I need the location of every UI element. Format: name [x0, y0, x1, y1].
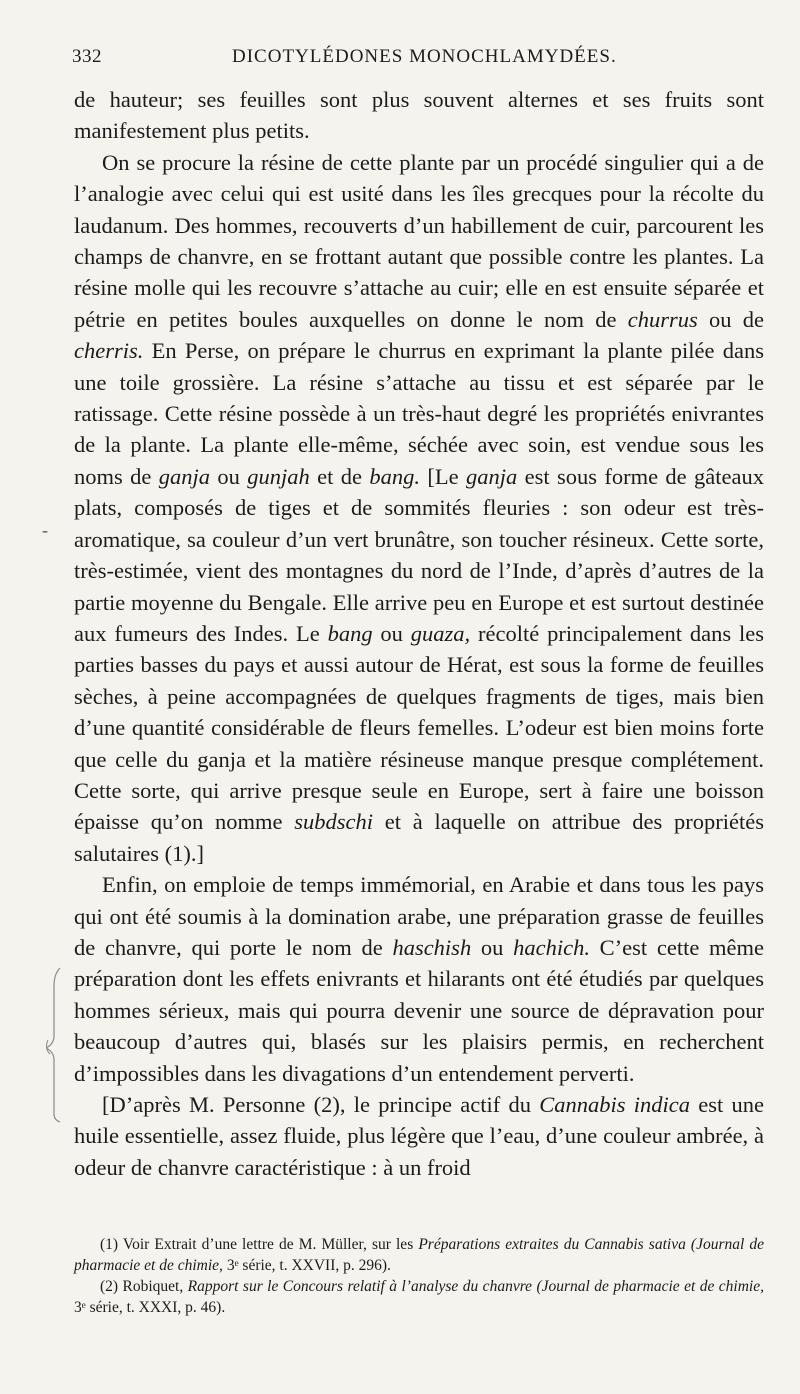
text-run: ou de [697, 306, 764, 332]
italic-term: haschish [392, 934, 472, 960]
page-number: 332 [72, 46, 102, 67]
italic-term: ganja [158, 463, 210, 489]
text-run: est une huile essentielle, assez fluide, plus légère que l’eau, d’une couleur ambrée, à odeur de chanvre caractéristique : à un froid [74, 1092, 765, 1180]
running-head: DICOTYLÉDONES MONOCHLAMYDÉES. [232, 46, 617, 67]
text-run: 3ᵉ série, t. XXVII, p. 296). [222, 1257, 391, 1274]
text-run: Enfin, on emploie de temps immémorial, en Arabie et dans tous les pays qui ont été soumis à la domination arabe, une préparation grasse de feuilles de chanvre, qui porte le nom de [74, 872, 764, 960]
body-paragraph [74, 1089, 764, 1183]
italic-term: Préparations extraites du Cannabis sativa (Journal de pharmacie et de chimie, [74, 1236, 765, 1274]
text-run: est sous forme de gâteaux plats, composés de tiges et de sommités fleuries : son odeur est très-aromatique, sa couleur d’un vert brunâtre, son toucher résineux. Cette sorte, très-estimée, vient des montagnes du nord de l’Inde, d’après d’autres de la partie moyenne du Bengale. Elle arrive peu en Europe et est surtout destinée aux fumeurs des Indes. Le [74, 463, 764, 646]
margin-dot-mark: - [42, 520, 48, 540]
italic-term: ganja [465, 463, 518, 489]
text-run: En Perse, on prépare le churrus en exprimant la plante pilée dans une toile grossière. La résine s’attache au tissu et est séparée par le ratissage. Cette résine possède à un très-haut degré les propriétés enivrantes de la plante. La plante elle-même, séchée avec soin, est vendue sous les noms de [74, 338, 764, 489]
text-run: 3ᵉ série, t. XXXI, p. 46). [74, 1299, 226, 1316]
footnote [74, 1276, 764, 1318]
italic-term: Cannabis indica [539, 1092, 690, 1117]
italic-term: subdschi [294, 809, 374, 835]
text-run: ou [372, 620, 411, 646]
body-paragraph [74, 869, 764, 1089]
italic-term: bang. [369, 463, 420, 489]
italic-term: churrus [627, 306, 698, 332]
footnote [74, 1234, 764, 1276]
body-paragraph [74, 84, 764, 147]
page-header [72, 46, 752, 78]
text-run: récolté principalement dans les parties basses du pays et aussi autour de Hérat, est sous la forme de feuilles sèches, à peine accompagnées de quelques fragments de tiges, mais bien d’une quantité considérable de fleurs femelles. L’odeur est bien moins forte que celle du ganja et la matière résineuse manque presque complétement. Cette sorte, qui arrive presque seule en Europe, sert à faire une boisson épaisse qu’on nomme [74, 620, 764, 835]
body-text [74, 84, 764, 1183]
text-run: [Le [419, 463, 466, 489]
text-run: On se procure la résine de cette plante par un procédé singulier qui a de l’analogie avec celui qui est usité dans les îles grecques pour la récolte du laudanum. Des hommes, recouverts d’un habillement de cuir, parcourent les champs de chanvre, en se frottant autant que possible contre les plantes. La résine molle qui les recouvre s’attache au cuir; elle en est ensuite séparée et pétrie en petites boules auxquelles on donne le nom de [74, 149, 764, 332]
pencil-bracket-mark [46, 964, 76, 1124]
italic-term: hachich. [513, 934, 590, 960]
text-run: (1) Voir Extrait d’une lettre de M. Müller, sur les [100, 1236, 419, 1253]
text-run: ou [471, 934, 514, 960]
italic-term: gunjah [247, 463, 310, 489]
text-run: (2) Robiquet, [100, 1278, 188, 1295]
text-run: et à laquelle on attribue des propriétés salutaires (1).] [74, 809, 764, 866]
body-paragraph [74, 147, 764, 869]
italic-term: cherris. [74, 338, 144, 364]
text-run: ou [210, 463, 248, 489]
italic-term: bang [327, 620, 373, 646]
text-run: [D’après M. Personne (2), le principe actif du [102, 1092, 540, 1117]
italic-term: Rapport sur le Concours relatif à l’analyse du chanvre (Journal de pharmacie et de chimie, [187, 1278, 764, 1295]
text-run: et de [309, 463, 370, 489]
text-run: de hauteur; ses feuilles sont plus souvent alternes et ses fruits sont manifestement plus petits. [74, 87, 764, 144]
footnotes [74, 1234, 764, 1318]
italic-term: guaza, [410, 620, 471, 646]
text-run: C’est cette même préparation dont les effets enivrants et hilarants ont été étudiés par quelques hommes sérieux, mais qui pourra devenir une source de dépravation pour beaucoup d’autres qui, blasés sur les plaisirs permis, en recherchent d’impossibles dans les divagations d’un entendement perverti. [74, 934, 764, 1086]
